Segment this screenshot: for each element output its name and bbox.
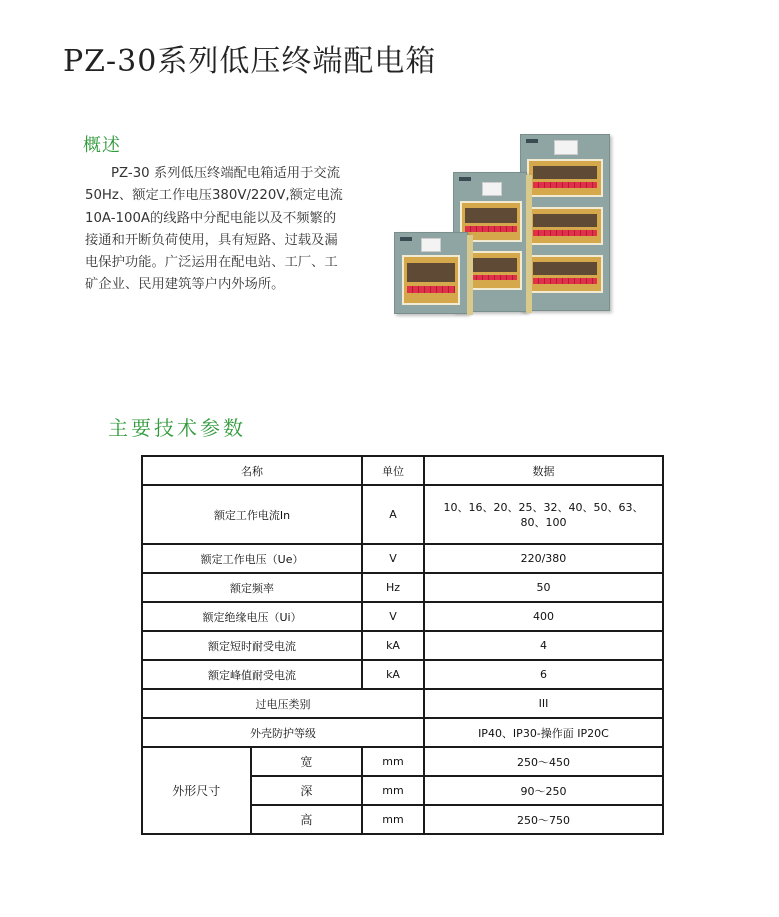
row-value: IP40、IP30-操作面 IP20C: [424, 718, 663, 747]
table-row: [142, 544, 663, 573]
row-unit: V: [362, 602, 424, 631]
row-name: 额定工作电压（Ue）: [142, 544, 362, 573]
overview-line: 接通和开断负荷使用，具有短路、过载及漏: [85, 232, 338, 248]
overview-line: PZ-30 系列低压终端配电箱适用于交流: [111, 166, 340, 181]
distribution-box-small: [394, 232, 468, 314]
row-value: 50: [424, 573, 663, 602]
dimensions-label: 外形尺寸: [142, 747, 251, 834]
row-value: 4: [424, 631, 663, 660]
row-name: 额定峰值耐受电流: [142, 660, 362, 689]
table-row: [142, 718, 663, 747]
row-unit: kA: [362, 631, 424, 660]
row-name: 过电压类别: [142, 689, 424, 718]
column-header-name: 名称: [142, 456, 362, 485]
table-row: [142, 602, 663, 631]
column-header-unit: 单位: [362, 456, 424, 485]
table-row: [142, 485, 663, 544]
overview-line: 10A-100A的线路中分配电能以及不频繁的: [85, 210, 337, 226]
dimension-value: 250～450: [424, 747, 663, 776]
dimension-unit: mm: [362, 776, 424, 805]
dimension-name: 深: [251, 776, 363, 805]
dimension-unit: mm: [362, 805, 424, 834]
table-row: [142, 747, 663, 776]
spec-table: [141, 455, 664, 835]
overview-description: [85, 163, 370, 297]
row-name: 外壳防护等级: [142, 718, 424, 747]
row-name: 额定频率: [142, 573, 362, 602]
table-row: [142, 631, 663, 660]
row-value: 6: [424, 660, 663, 689]
overview-line: 矿企业、民用建筑等户内外场所。: [85, 277, 285, 293]
row-name: 额定短时耐受电流: [142, 631, 362, 660]
row-unit: V: [362, 544, 424, 573]
page-title: PZ-30系列低压终端配电箱: [63, 44, 437, 79]
table-row: [142, 573, 663, 602]
row-value-line: 10、16、20、25、32、40、50、63、: [443, 500, 644, 514]
dimension-name: 高: [251, 805, 363, 834]
dimension-name: 宽: [251, 747, 363, 776]
row-name: 额定工作电流In: [142, 485, 362, 544]
specs-heading: 主要技术参数: [108, 416, 246, 440]
dimension-value: 250～750: [424, 805, 663, 834]
row-unit: Hz: [362, 573, 424, 602]
row-value: III: [424, 689, 663, 718]
row-value: [424, 485, 663, 544]
row-unit: A: [362, 485, 424, 544]
row-name: 额定绝缘电压（Ui）: [142, 602, 362, 631]
row-value-line: 80、100: [520, 515, 567, 529]
overview-line: 50Hz、额定工作电压380V/220V,额定电流: [85, 188, 343, 204]
column-header-value: 数据: [424, 456, 663, 485]
overview-line: 电保护功能。广泛运用在配电站、工厂、工: [85, 255, 338, 271]
row-value: 400: [424, 602, 663, 631]
row-value: 220/380: [424, 544, 663, 573]
product-image: [390, 132, 625, 322]
distribution-box-large: [520, 134, 610, 311]
dimension-value: 90～250: [424, 776, 663, 805]
dimension-unit: mm: [362, 747, 424, 776]
table-header-row: [142, 456, 663, 485]
table-row: [142, 660, 663, 689]
table-row: [142, 689, 663, 718]
overview-heading: 概述: [83, 135, 121, 156]
row-unit: kA: [362, 660, 424, 689]
